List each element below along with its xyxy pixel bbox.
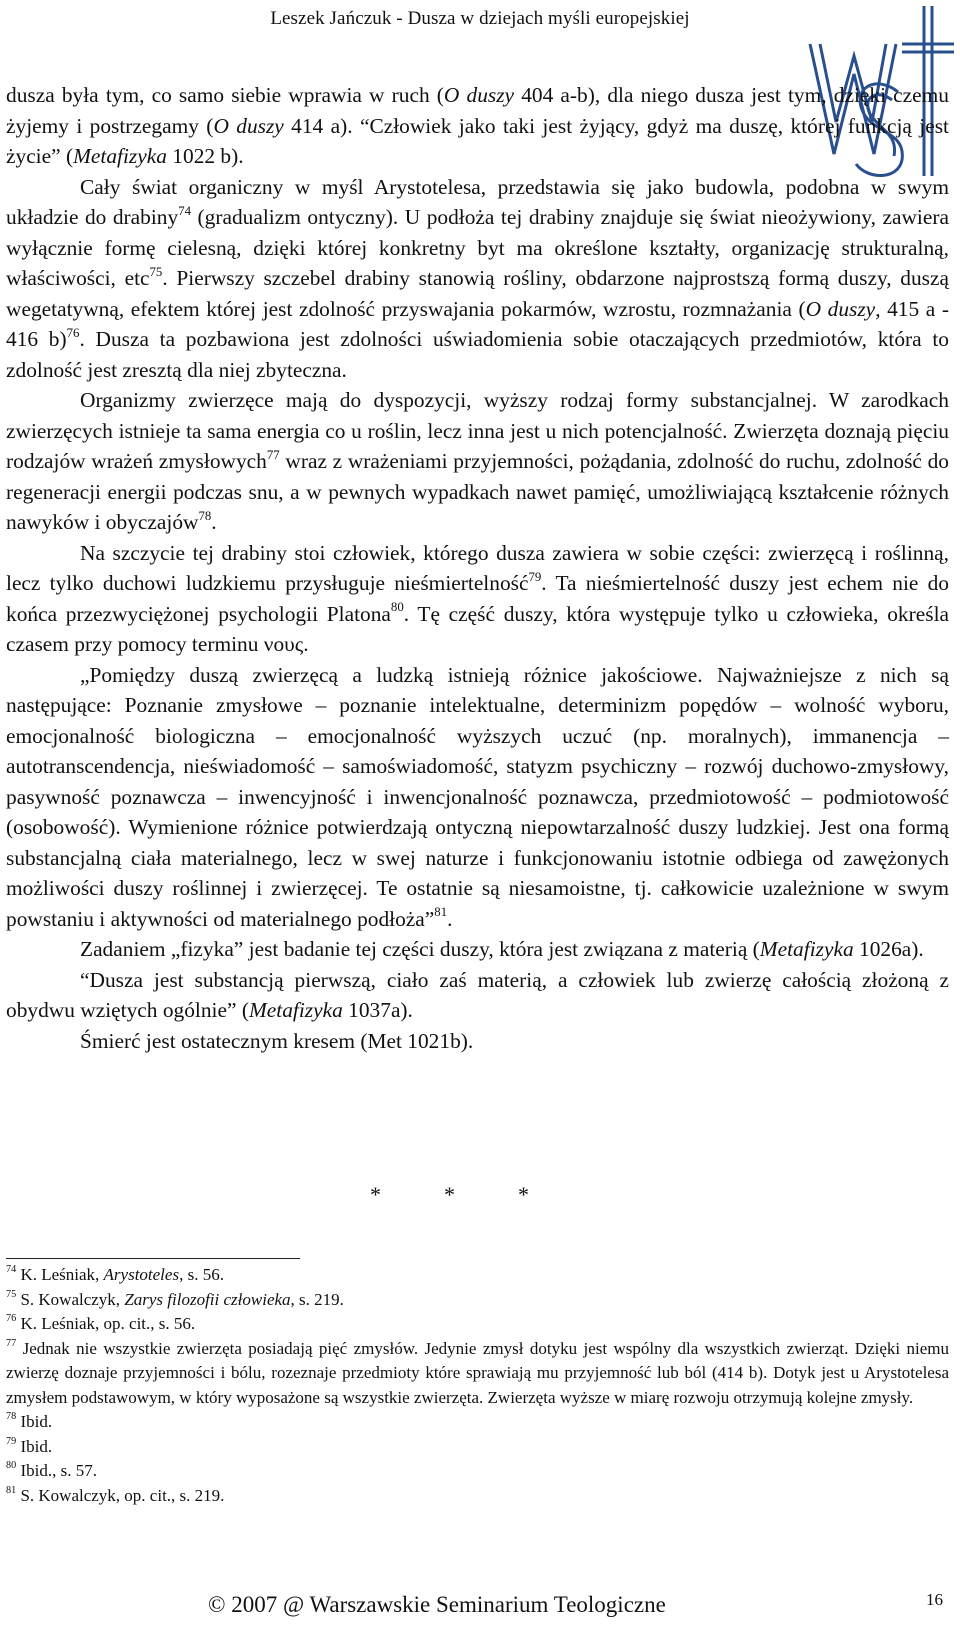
footnote: $^{77}$ Jednak nie wszystkie zwierzęta posiadają pięć zmysłów. Jedynie zmysł dotyku jest wspólny dla wszystkich zwierząt. Dzięki niemu zwierzę doznaje przyjemności i bólu, rozeznaje przedmioty które sprawiają mu przyjemność lub ból (414 b). Dotyk jest u Arystotelesa zmysłem podstawowym, w który wyposażone są wszystkie zwierzęta. Zwierzęta wyższe w miarę rozwoju otrzymują kolejne zmysły. bbox=[6, 1337, 949, 1407]
footnote: $^{81}$ S. Kowalczyk, op. cit., s. 219. bbox=[6, 1484, 225, 1505]
page-number: 16 bbox=[926, 1590, 943, 1609]
paragraph: Śmierć jest ostatecznym kresem (Met 1021b). bbox=[80, 1028, 474, 1053]
footnote-ref[interactable]: 75 bbox=[149, 264, 163, 279]
quote-paragraph: „Pomiędzy duszą zwierzęcą a ludzką istnieją różnice jakościowe. Najważniejsze z nich są następujące: Poznanie zmysłowe – poznanie intelektualne, determinizm popędów – wolność wyboru, emocjonalność biologiczna – emocjonalność wyższych uczuć (np. moralnych), immanencja – autotranscendencja, nieświadomość – samoświadomość, statyzm psychiczny – rozwój duchowo-zmysłowy, pasywność poznawcza – inwencyjność i inwencjonalność poznawcza, przedmiotowość – podmiotowość (osobowość). Wymienione różnice potwierdzają ontyczną niepowtarzalność duszy ludzkiej. Jest ona formą substancjalną ciała materialnego, lecz w swej naturze i funkcjonowaniu istotnie odbiega od zawężonych możliwości duszy roślinnej i zwierzęcej. Te ostatnie są niesamoistne, tj. całkowicie uzależnione w swym powstaniu i aktywności od materialnego podłoża”$^{81}$. bbox=[6, 662, 949, 931]
footnote: $^{75}$ S. Kowalczyk, Zarys filozofii człowieka, s. 219. bbox=[6, 1288, 344, 1309]
paragraph: “Dusza jest substancją pierwszą, ciało zaś materią, a człowiek lub zwierzę całością złożoną z obydwu wziętych ogólnie” (Metafizyka 1037a). bbox=[6, 967, 949, 1022]
paragraph: Organizmy zwierzęce mają do dyspozycji, wyższy rodzaj formy substancjalnej. W zarodkach zwierzęcych istnieje ta sama energia co u roślin, lecz inna jest u nich potencjalność. Zwierzęta doznają pięciu rodzajów wrażeń zmysłowych$^{77}$ wraz z wrażeniami przyjemności, pożądania, zdolność do ruchu, zdolność do regeneracji energii podczas snu, a w pewnych wypadkach nawet pamięć, umożliwiającą kształcenie różnych nawyków i obyczajów$^{78}$. bbox=[6, 388, 949, 534]
footnote: $^{76}$ K. Leśniak, op. cit., s. 56. bbox=[6, 1313, 196, 1333]
footnote-ref[interactable]: 76 bbox=[66, 325, 80, 340]
footnote: $^{80}$ Ibid., s. 57. bbox=[6, 1460, 97, 1480]
footnote-ref[interactable]: 78 bbox=[198, 508, 212, 523]
footnote: $^{79}$ Ibid. bbox=[6, 1435, 53, 1456]
footnote-ref[interactable]: 79 bbox=[528, 569, 542, 584]
footnote-ref[interactable]: 80 bbox=[390, 600, 404, 615]
running-header: Leszek Jańczuk - Dusza w dziejach myśli europejskiej bbox=[270, 8, 690, 29]
footnote-divider bbox=[6, 1258, 300, 1259]
section-separator: * * * bbox=[370, 1182, 529, 1207]
footnote-ref[interactable]: 74 bbox=[178, 203, 192, 218]
footer-copyright: © 2007 @ Warszawskie Seminarium Teologiczne bbox=[208, 1592, 666, 1617]
footnote: $^{78}$ Ibid. bbox=[6, 1411, 53, 1431]
footnotes bbox=[6, 1263, 949, 1508]
paragraph: Zadaniem „fizyka” jest badanie tej części duszy, która jest związana z materią (Metafizyka 1026a). bbox=[80, 937, 924, 961]
footnote-ref[interactable]: 81 bbox=[434, 905, 448, 920]
footnote: $^{74}$ K. Leśniak, Arystoteles, s. 56. bbox=[6, 1264, 224, 1284]
footnote-ref[interactable]: 77 bbox=[266, 447, 280, 462]
paragraph: dusza była tym, co samo siebie wprawia w ruch (O duszy 404 a-b), dla niego dusza jest tym, dzięki czemu żyjemy i postrzegamy (O duszy 414 a). “Człowiek jako taki jest żyjący, gdyż ma duszę, której funkcją jest życie” (Metafizyka 1022 b). bbox=[6, 83, 949, 168]
paragraph: Na szczycie tej drabiny stoi człowiek, którego dusza zawiera w sobie części: zwierzęcą i roślinną, lecz tylko duchowi ludzkiemu przysługuje nieśmiertelność$^{79}$. Ta nieśmiertelność duszy jest echem nie do końca przezwyciężonej psychologii Platona$^{80}$. Tę część duszy, która występuje tylko u człowieka, określa czasem przy pomocy terminu νους. bbox=[6, 540, 950, 656]
paragraph: Cały świat organiczny w myśl Arystotelesa, przedstawia się jako budowla, podobna w swym układzie do drabiny$^{74}$ (gradualizm ontyczny). U podłoża tej drabiny znajduje się świat nieożywiony, zawiera wyłącznie formę cielesną, dzięki której konkretny byt ma określone kształty, organizację strukturalną, właściwości, etc$^{75}$. Pierwszy szczebel drabiny stanowią rośliny, obdarzone najprostszą formą duszy, duszą wegetatywną, efektem której jest zdolność przyswajania pokarmów, wzrostu, rozmnażania (O duszy, 415 a - 416 b)$^{76}$. Dusza ta pozbawiona jest zdolności uświadomienia sobie otaczających przedmiotów, która to zdolność jest zresztą dla niej zbyteczna. bbox=[6, 174, 949, 382]
main-text bbox=[6, 80, 949, 1056]
